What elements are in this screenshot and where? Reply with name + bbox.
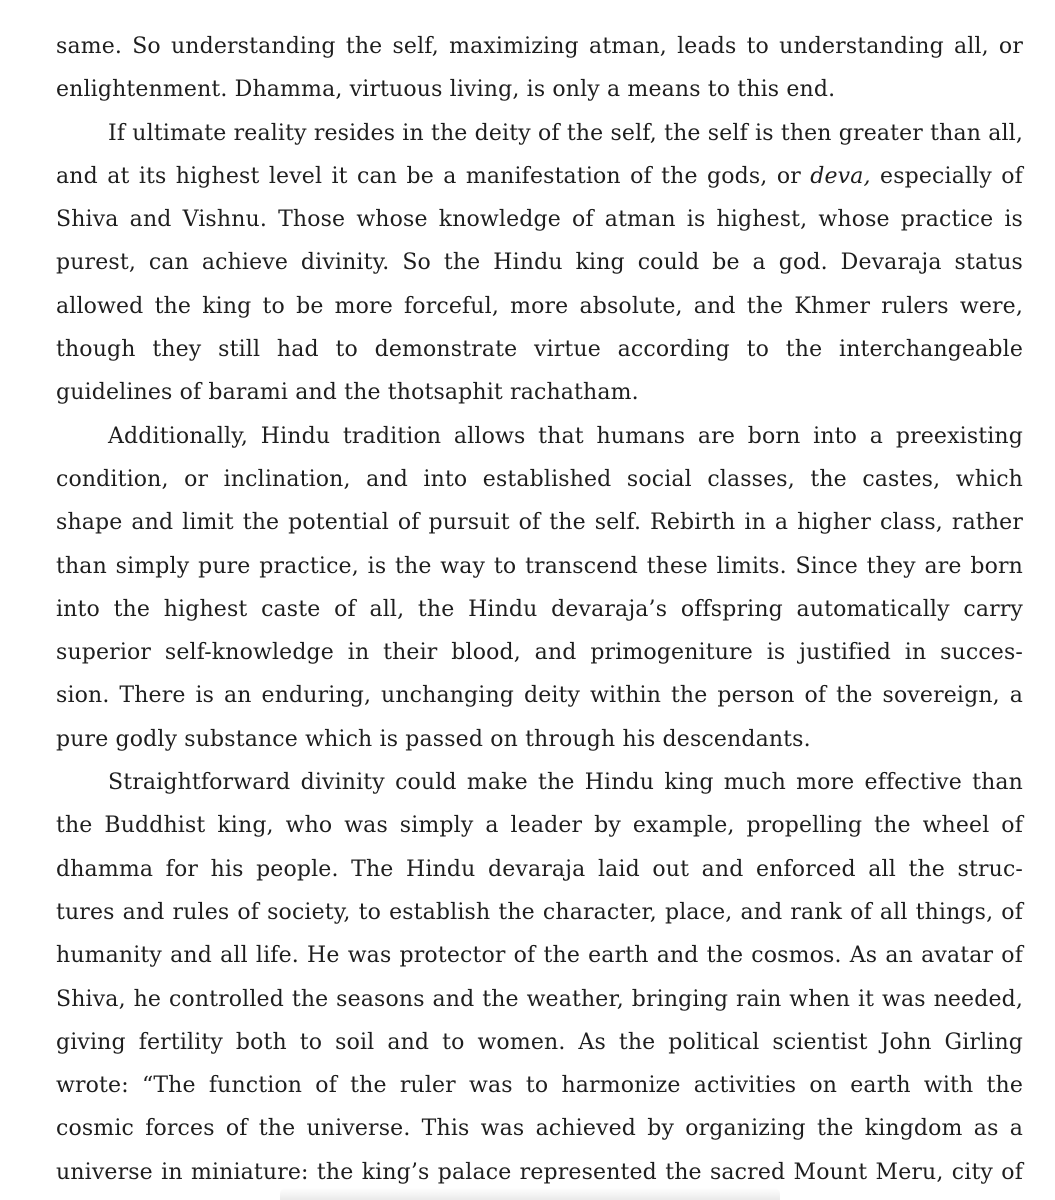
text-line: allowed the king to be more forceful, more absolute, and the Khmer rulers were,	[56, 293, 1023, 319]
text-line: guidelines of barami and the thotsaphit rachatham.	[56, 380, 639, 406]
text-line: condition, or inclination, and into established social classes, the castes, which	[56, 466, 1023, 492]
text-line: than simply pure practice, is the way to transcend these limits. Since they are born	[56, 553, 1023, 579]
bottom-edge-shadow	[280, 1188, 780, 1200]
italic-term-deva: deva,	[810, 163, 871, 189]
text-line: dhamma for his people. The Hindu devaraja laid out and enforced all the struc-	[56, 856, 1023, 882]
text-line: purest, can achieve divinity. So the Hindu king could be a god. Devaraja status	[56, 250, 1023, 276]
paragraph-2	[56, 112, 1023, 415]
text-line: superior self-knowledge in their blood, and primogeniture is justified in succes-	[56, 640, 1023, 666]
document-page	[56, 25, 1023, 1194]
text-line: Straightforward divinity could make the Hindu king much more effective than	[108, 770, 1023, 796]
text-line: cosmic forces of the universe. This was achieved by organizing the kingdom as a	[56, 1116, 1023, 1142]
text-line: pure godly substance which is passed on through his descendants.	[56, 726, 811, 752]
text-line: Additionally, Hindu tradition allows that humans are born into a preexisting	[108, 423, 1023, 449]
text-line: same. So understanding the self, maximizing atman, leads to understanding all, or	[56, 34, 1023, 59]
text-segment: and at its highest level it can be a manifestation of the gods, or	[56, 163, 801, 189]
text-line: enlightenment. Dhamma, virtuous living, is only a means to this end.	[56, 77, 836, 103]
text-line: though they still had to demonstrate virtue according to the interchangeable	[56, 337, 1023, 363]
text-line: wrote: “The function of the ruler was to harmonize activities on earth with the	[56, 1073, 1023, 1099]
text-line: giving fertility both to soil and to women. As the political scientist John Girling	[56, 1029, 1023, 1055]
text-line: If ultimate reality resides in the deity of the self, the self is then greater than all,	[108, 120, 1023, 146]
text-line: Shiva, he controlled the seasons and the weather, bringing rain when it was needed,	[56, 986, 1023, 1012]
text-segment: especially of	[880, 163, 1023, 189]
text-line: sion. There is an enduring, unchanging deity within the person of the sovereign, a	[56, 683, 1023, 709]
text-line: humanity and all life. He was protector of the earth and the cosmos. As an avatar of	[56, 943, 1023, 969]
text-line: Shiva and Vishnu. Those whose knowledge of atman is highest, whose practice is	[56, 207, 1023, 233]
paragraph-4	[56, 761, 1023, 1194]
text-line: into the highest caste of all, the Hindu devaraja’s offspring automatically carry	[56, 596, 1023, 622]
text-line: the Buddhist king, who was simply a leader by example, propelling the wheel of	[56, 813, 1023, 839]
paragraph-1	[56, 25, 1023, 112]
text-line	[56, 155, 1023, 198]
text-line: tures and rules of society, to establish the character, place, and rank of all things, of	[56, 899, 1023, 925]
text-line: shape and limit the potential of pursuit of the self. Rebirth in a higher class, rather	[56, 510, 1023, 536]
paragraph-3	[56, 415, 1023, 761]
text-line: universe in miniature: the king’s palace represented the sacred Mount Meru, city of	[56, 1159, 1023, 1185]
